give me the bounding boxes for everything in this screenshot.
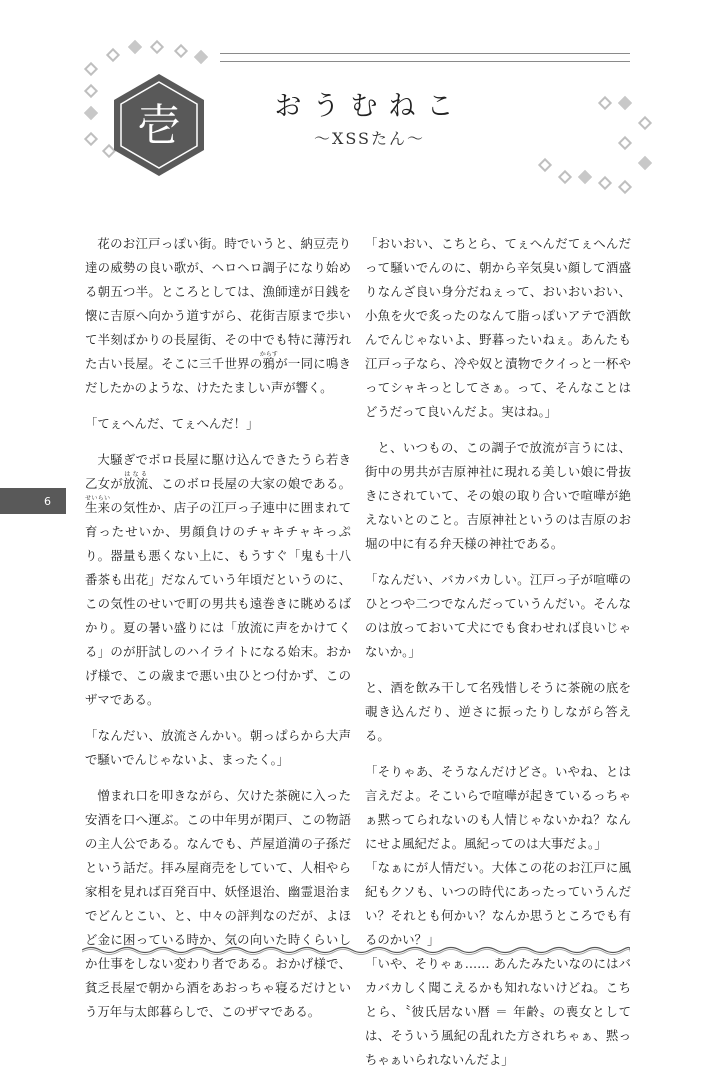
diamond-dot-icon xyxy=(194,50,208,64)
diamond-dot-icon xyxy=(638,116,652,130)
body-paragraph: と、酒を飲み干して名残惜しそうに茶碗の底を覗き込んだり、逆さに振ったりしながら答える。 xyxy=(365,680,631,743)
diamond-dot-icon xyxy=(618,96,632,110)
body-paragraph: 「てぇへんだ、てぇへんだ！」 xyxy=(85,416,259,431)
left-text-column xyxy=(85,232,351,1036)
wavy-footer-rule-icon xyxy=(82,945,630,955)
body-paragraph: 憎まれ口を叩きながら、欠けた茶碗に入った安酒を口へ運ぶ。この中年男が閑戸、この物語の主人公である。なんでも、芦屋道満の子孫だという話だ。拝み屋商売をしていて、人相やら家相を見れば百発百中、妖怪退治、幽霊退治までどんとこい、と、中々の評判なのだが、よほど金に困っている時か、気の向いた時くらいしか仕事をしない変わり者である。おかげ様で、貧乏長屋で朝から酒をあおっちゃ寝るだけという万年与太郎暮らしで、このザマである。 xyxy=(85,788,351,1019)
diamond-dot-icon xyxy=(106,48,120,62)
hexagon-badge-icon xyxy=(104,70,214,180)
diamond-dot-icon xyxy=(578,170,592,184)
diamond-dot-icon xyxy=(638,156,652,170)
diamond-dot-icon xyxy=(84,106,98,120)
chapter-badge xyxy=(104,70,214,180)
diamond-dot-icon xyxy=(618,180,632,194)
ruby-annotation: 生来せいらい xyxy=(85,495,111,515)
diamond-dot-pattern-right xyxy=(520,78,660,198)
page-number-tab xyxy=(0,488,66,514)
diamond-dot-icon xyxy=(618,136,632,150)
badge-glyph: 壱 xyxy=(137,100,181,151)
diamond-dot-icon xyxy=(84,62,98,76)
diamond-dot-icon xyxy=(84,84,98,98)
diamond-dot-icon xyxy=(174,44,188,58)
diamond-dot-icon xyxy=(558,170,572,184)
ruby-annotation: 鴉からす xyxy=(259,351,278,371)
body-paragraph: 「いや、そりゃぁ…… あんたみたいなのにはバカバカしく聞こえるかも知れないけどね。こちとら、〝彼氏居ない暦 ＝ 年齢〟の喪女としては、そういう風紀の乱れた方されちゃぁ、黙っちゃぁいられないんだよ」 xyxy=(365,956,631,1067)
diamond-dot-icon xyxy=(84,132,98,146)
story-author: ～XSSたん～ xyxy=(313,129,426,148)
diamond-dot-icon xyxy=(150,40,164,54)
body-paragraph: 花のお江戸っぽい街。時でいうと、納豆売り達の威勢の良い歌が、ヘロヘロ調子になり始める朝五つ半。ところとしては、漁師達が日銭を懐に吉原へ向かう道すがら、花街吉原まで歩いて半刻ばかりの長屋街、その中でも特に薄汚れた古い長屋。そこに三千世界の鴉からすが一同に鳴きだしたかのような、けたたましい声が響く。 xyxy=(85,236,352,395)
diamond-dot-icon xyxy=(128,40,142,54)
body-paragraph: 「なんだい、放流さんかい。朝っぱらから大声で騒いでんじゃないよ、まったく。」 xyxy=(85,728,351,767)
page-number: 6 xyxy=(44,495,51,508)
body-paragraph: 「なんだい、バカバカしい。江戸っ子が喧嘩のひとつや二つでなんだっていうんだい。そんなのは放っておいて犬にでも食わせれば良いじゃないか。」 xyxy=(365,572,631,659)
body-paragraph: 「なぁにが人情だい。大体この花のお江戸に風紀もクソも、いつの時代にあったっていうんだい？それとも何かい？なんか思うところでも有るのかい？」 xyxy=(365,860,631,947)
diamond-dot-icon xyxy=(538,158,552,172)
header-double-rule xyxy=(220,53,630,62)
body-paragraph: 「おいおい、こちとら、てぇへんだてぇへんだって騒いでんのに、朝から辛気臭い顔して酒盛りなんざ良い身分だねぇって、おいおいおい、小魚を火で炙ったのなんて脂っぽいアテで酒飲んでんじゃないよ、野暮ったいねぇ。あんたも江戸っ子なら、冷や奴と漬物でクイっと一杯やってシャキっとしてさぁ。って、そんなことはどうだって良いんだよ。実はね。」 xyxy=(365,236,631,419)
body-paragraph: 「そりゃあ、そうなんだけどさ。いやね、とは言えだよ。そこいらで喧嘩が起きているっちゃぁ黙ってられないのも人情じゃないかね？なんにせよ風紀だよ。風紀ってのは大事だよ。」 xyxy=(365,764,631,851)
ruby-annotation: 放流はなる xyxy=(123,471,149,491)
body-paragraph: と、いつもの、この調子で放流が言うには、街中の男共が吉原神社に現れる美しい娘に骨抜きにされていて、その娘の取り合いで喧嘩が絶えないとのこと。吉原神社というのは吉原のお堀の中に有る弁天様の神社である。 xyxy=(365,440,631,551)
diamond-dot-icon xyxy=(598,176,612,190)
story-title: おうむねこ xyxy=(274,91,465,122)
body-paragraph: 大騒ぎでボロ長屋に駆け込んできたうら若き乙女が放流はなる、このボロ長屋の大家の娘である。生来せいらいの気性か、店子の江戸っ子連中に囲まれて育ったせいか、男顔負けのチャキチャキっぷり。器量も悪くない上に、もうすぐ「鬼も十八番茶も出花」だなんていう年頃だというのに、この気性のせいで町の男共も遠巻きに眺めるばかり。夏の暑い盛りには「放流に声をかけてくる」のが肝試しのハイライトになる始末。おかげ様で、この歳まで悪い虫ひとつ付かず、このザマである。 xyxy=(85,452,352,707)
diamond-dot-icon xyxy=(598,96,612,110)
